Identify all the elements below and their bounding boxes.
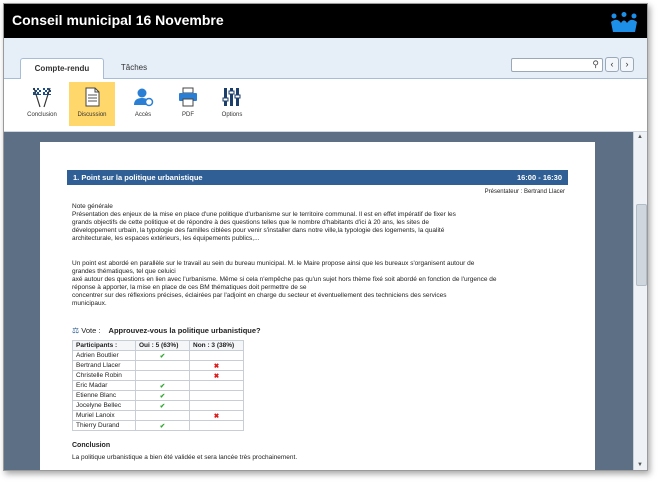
tab-taches[interactable]: Tâches	[120, 63, 148, 72]
participant-name: Bertrand Llacer	[73, 361, 136, 371]
check-icon: ✔	[159, 392, 166, 400]
flags-icon	[31, 86, 53, 108]
scrollbar-thumb[interactable]	[636, 204, 647, 286]
body-line: concentrer sur des réflexions précises, éclairées par l'adjoint en charge du secteur et éventuellement des techniciens des services	[72, 292, 447, 299]
oui-cell	[136, 391, 190, 401]
search-input[interactable]	[511, 58, 603, 72]
pdf-button[interactable]	[165, 82, 211, 126]
body-line: axé autour des questions en lien avec l'urbanisme. Même si cela n'empêche pas qu'un sujet hors thème fixé soit abordé en fonction de l'urgence de	[72, 276, 497, 283]
conclusion-label: Conclusion	[27, 112, 57, 118]
col-oui: Oui : 5 (63%)	[136, 341, 190, 351]
crown-logo-icon	[609, 12, 639, 34]
note-line: architecturale, les espaces extérieurs, les équipements publics,...	[72, 235, 260, 242]
table-row	[73, 351, 244, 361]
prev-button[interactable]: ‹	[605, 57, 619, 72]
oui-cell	[136, 361, 190, 371]
acces-button[interactable]	[120, 82, 166, 126]
note-line: Note générale	[72, 203, 113, 210]
check-icon: ✔	[159, 402, 166, 410]
oui-cell	[136, 381, 190, 391]
check-icon: ✔	[159, 422, 166, 430]
table-row	[73, 371, 244, 381]
participant-name: Eric Madar	[73, 381, 136, 391]
user-access-icon	[132, 86, 154, 108]
note-line: développement urbain, la typologie des familles ciblées pour venir s'installer dans notre ville,la typologie des logements, la qualité	[72, 227, 445, 234]
oui-cell	[136, 421, 190, 431]
non-cell	[190, 361, 244, 371]
non-cell	[190, 391, 244, 401]
title-bar	[4, 4, 647, 38]
participant-name: Thierry Durand	[73, 421, 136, 431]
document-icon	[81, 86, 103, 108]
participant-name: Adrien Boutlier	[73, 351, 136, 361]
scroll-down-icon[interactable]: ▼	[637, 462, 643, 468]
conclusion-text: La politique urbanistique a bien été validée et sera lancée très prochainement.	[72, 454, 298, 461]
col-participants: Participants :	[73, 341, 136, 351]
section-title: 1. Point sur la politique urbanistique	[73, 173, 203, 182]
table-row	[73, 361, 244, 371]
cross-icon: ✖	[213, 362, 220, 370]
non-cell	[190, 381, 244, 391]
options-button[interactable]	[209, 82, 255, 126]
cross-icon: ✖	[213, 412, 220, 420]
non-cell	[190, 411, 244, 421]
discussion-button[interactable]	[69, 82, 115, 126]
table-row	[73, 401, 244, 411]
options-label: Options	[221, 112, 243, 118]
conclusion-title: Conclusion	[72, 442, 111, 449]
participant-name: Muriel Lanoix	[73, 411, 136, 421]
col-non: Non : 3 (38%)	[190, 341, 244, 351]
body-line: réponse à apporter, la mise en place de ces BM thématiques doit permettre de se	[72, 284, 307, 291]
body-line: grandes thématiques, tel que celuici	[72, 268, 176, 275]
sliders-icon	[221, 86, 243, 108]
window-title: Conseil municipal 16 Novembre	[12, 12, 224, 28]
pdf-label: PDF	[182, 112, 194, 118]
table-row	[73, 411, 244, 421]
participant-name: Christelle Robin	[73, 371, 136, 381]
participant-name: Jocelyne Bellec	[73, 401, 136, 411]
check-icon: ✔	[159, 382, 166, 390]
cross-icon: ✖	[213, 372, 220, 380]
next-button[interactable]: ›	[620, 57, 634, 72]
document-viewer[interactable]	[4, 132, 633, 470]
check-icon: ✔	[159, 352, 166, 360]
oui-cell	[136, 401, 190, 411]
vote-results-table	[72, 340, 244, 431]
participant-name: Etienne Blanc	[73, 391, 136, 401]
body-line: municipaux.	[72, 300, 107, 307]
note-line: grands objectifs de cette politique et de répondre à des questions telles que le nombre d'habitants d'ici à 20 ans, les sites de	[72, 219, 429, 226]
note-line: Présentation des enjeux de la mise en place d'une politique d'urbanisme sur le territoire communal. Il est en effet impératif de fixer les	[72, 211, 456, 218]
oui-cell	[136, 371, 190, 381]
table-row	[73, 421, 244, 431]
acces-label: Accès	[134, 112, 152, 118]
vote-question: Approuvez-vous la politique urbanistique?	[108, 326, 261, 335]
toolbar	[4, 79, 647, 132]
document-page	[40, 142, 595, 470]
table-row	[73, 391, 244, 401]
conclusion-button[interactable]	[19, 82, 65, 126]
section-time: 16:00 - 16:30	[516, 173, 562, 182]
scroll-up-icon[interactable]: ▲	[637, 134, 643, 140]
tab-compte-rendu[interactable]: Compte-rendu	[20, 58, 104, 80]
section-header	[67, 170, 568, 185]
scales-icon: ⚖	[72, 326, 80, 335]
discussion-label: Discussion	[77, 112, 107, 118]
oui-cell	[136, 411, 190, 421]
search-icon[interactable]: ⚲	[592, 59, 599, 69]
non-cell	[190, 421, 244, 431]
printer-icon	[177, 86, 199, 108]
vote-heading	[72, 326, 261, 335]
app-window	[3, 3, 648, 471]
non-cell	[190, 371, 244, 381]
table-row	[73, 381, 244, 391]
body-line: Un point est abordé en parallèle sur le travail au sein du bureau municipal. M. le Maire propose ainsi que les bureaux s'organisent autour de	[72, 260, 475, 267]
oui-cell	[136, 351, 190, 361]
vertical-scrollbar[interactable]	[633, 132, 648, 470]
non-cell	[190, 351, 244, 361]
vote-label: Vote :	[81, 326, 101, 335]
non-cell	[190, 401, 244, 411]
presenter-label: Présentateur : Bertrand Llacer	[484, 189, 565, 195]
